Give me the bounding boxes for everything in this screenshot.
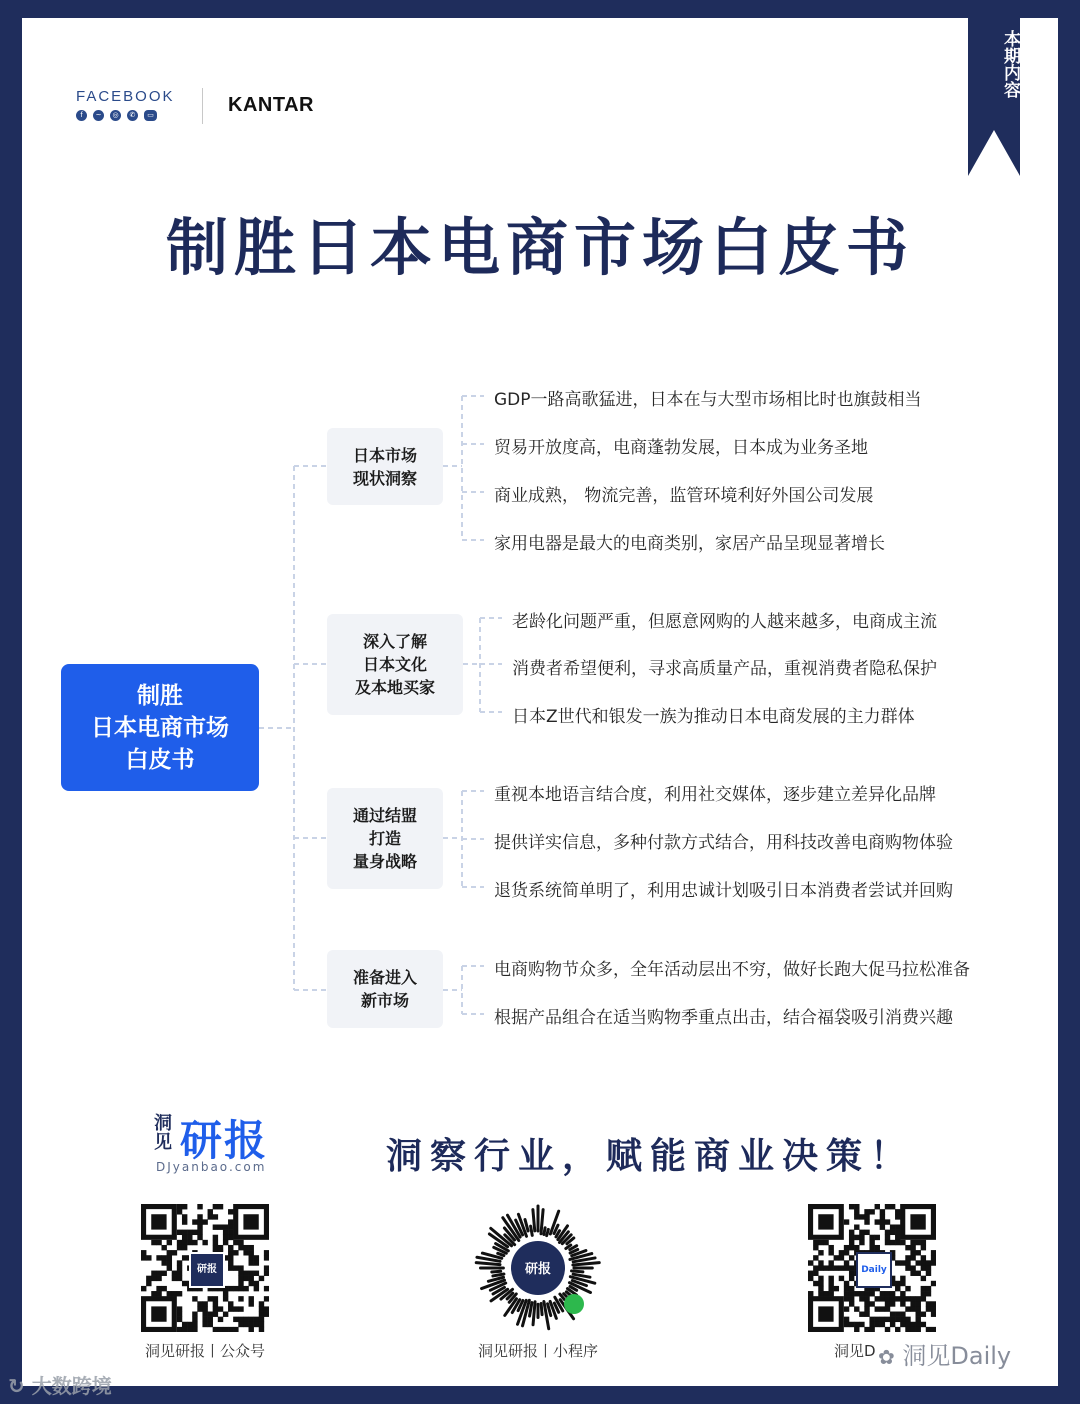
- watermark-source: [8, 1370, 112, 1399]
- leaf-item: GDP一路高歌猛进，日本在与大型市场相比时也旗鼓相当: [494, 390, 922, 410]
- ribbon-label: 本期内容: [1000, 30, 1020, 98]
- central-line-1: 制胜: [137, 682, 183, 709]
- leaf-item: 日本Z世代和银发一族为推动日本电商发展的主力群体: [512, 707, 915, 727]
- watermark-text: 洞见Daily: [902, 1342, 1012, 1370]
- leaf-item: 提供详实信息，多种付款方式结合，用科技改善电商购物体验: [494, 833, 953, 853]
- facebook-wordmark: FACEBOOK: [76, 88, 175, 105]
- leaf-item: 商业成熟， 物流完善，监管环境利好外国公司发展: [494, 486, 874, 506]
- qr-label: 洞见研报丨小程序: [477, 1342, 598, 1360]
- central-line-3: 白皮书: [125, 746, 195, 773]
- slogan: 洞察行业，赋能商业决策！: [386, 1136, 915, 1177]
- qr-label: 洞见研报丨公众号: [144, 1342, 265, 1360]
- branch-label-line: 打造: [368, 829, 401, 848]
- watermark-text: 大数跨境: [31, 1374, 112, 1398]
- messenger-icon: ~: [93, 110, 104, 121]
- leaf-item: 根据产品组合在适当购物季重点出击，结合福袋吸引消费兴趣: [494, 1008, 953, 1028]
- watermark-daily: [878, 1336, 1011, 1371]
- branch-culture-buyers: [327, 614, 463, 715]
- leaf-item: 消费者希望便利，寻求高质量产品，重视消费者隐私保护: [512, 659, 937, 679]
- facebook-icon: f: [76, 110, 87, 121]
- branch-label-line: 新市场: [360, 991, 409, 1010]
- leaf-item: 老龄化问题严重，但愿意网购的人越来越多，电商成主流: [512, 612, 937, 632]
- branch-label-line: 日本文化: [362, 655, 427, 674]
- branch-label-line: 深入了解: [362, 632, 427, 651]
- brand-small-text: 洞见: [154, 1113, 172, 1153]
- branch-label-line: 现状洞察: [352, 468, 417, 488]
- leaf-item: 家用电器是最大的电商类别，家居产品呈现显著增长: [494, 534, 885, 554]
- branch-label-line: 量身战略: [352, 852, 417, 871]
- branch-market-insight: [327, 428, 443, 505]
- social-icons: [76, 110, 157, 121]
- qr-center-badge: Daily: [856, 1252, 892, 1288]
- mini-program-badge: 研报: [524, 1262, 551, 1277]
- brand-url: DJyanbao.com: [156, 1160, 267, 1174]
- source-logo-icon: ↻: [8, 1374, 25, 1398]
- logo-divider: [202, 88, 203, 124]
- qr-center-badge: 研报: [189, 1252, 225, 1288]
- branch-label-line: 及本地买家: [354, 678, 435, 697]
- kantar-wordmark: KANTAR: [228, 94, 314, 116]
- branch-label-line: 日本市场: [352, 445, 417, 465]
- mindmap-central-node: [61, 664, 259, 791]
- branch-enter-market: [327, 950, 443, 1028]
- page-title: 制胜日本电商市场白皮书: [165, 211, 914, 284]
- brand-logo-text: 研报: [180, 1116, 269, 1165]
- branch-label-line: 通过结盟: [352, 806, 417, 825]
- whatsapp-icon: ✆: [127, 110, 138, 121]
- leaf-item: 贸易开放度高，电商蓬勃发展，日本成为业务圣地: [494, 438, 868, 458]
- leaf-item: 退货系统简单明了，利用忠诚计划吸引日本消费者尝试并回购: [494, 881, 953, 901]
- central-line-2: 日本电商市场: [91, 714, 229, 741]
- branch-alliance-strategy: [327, 788, 443, 889]
- qr-label: 洞见D: [834, 1342, 876, 1360]
- report-page: [22, 18, 1058, 1386]
- instagram-icon: ◎: [110, 110, 121, 121]
- wechat-icon: ✿: [878, 1345, 895, 1369]
- oculus-icon: ▭: [144, 110, 157, 121]
- branch-label-line: 准备进入: [352, 968, 417, 987]
- leaf-item: 重视本地语言结合度，利用社交媒体，逐步建立差异化品牌: [494, 785, 936, 805]
- leaf-item: 电商购物节众多，全年活动层出不穷，做好长跑大促马拉松准备: [494, 960, 970, 980]
